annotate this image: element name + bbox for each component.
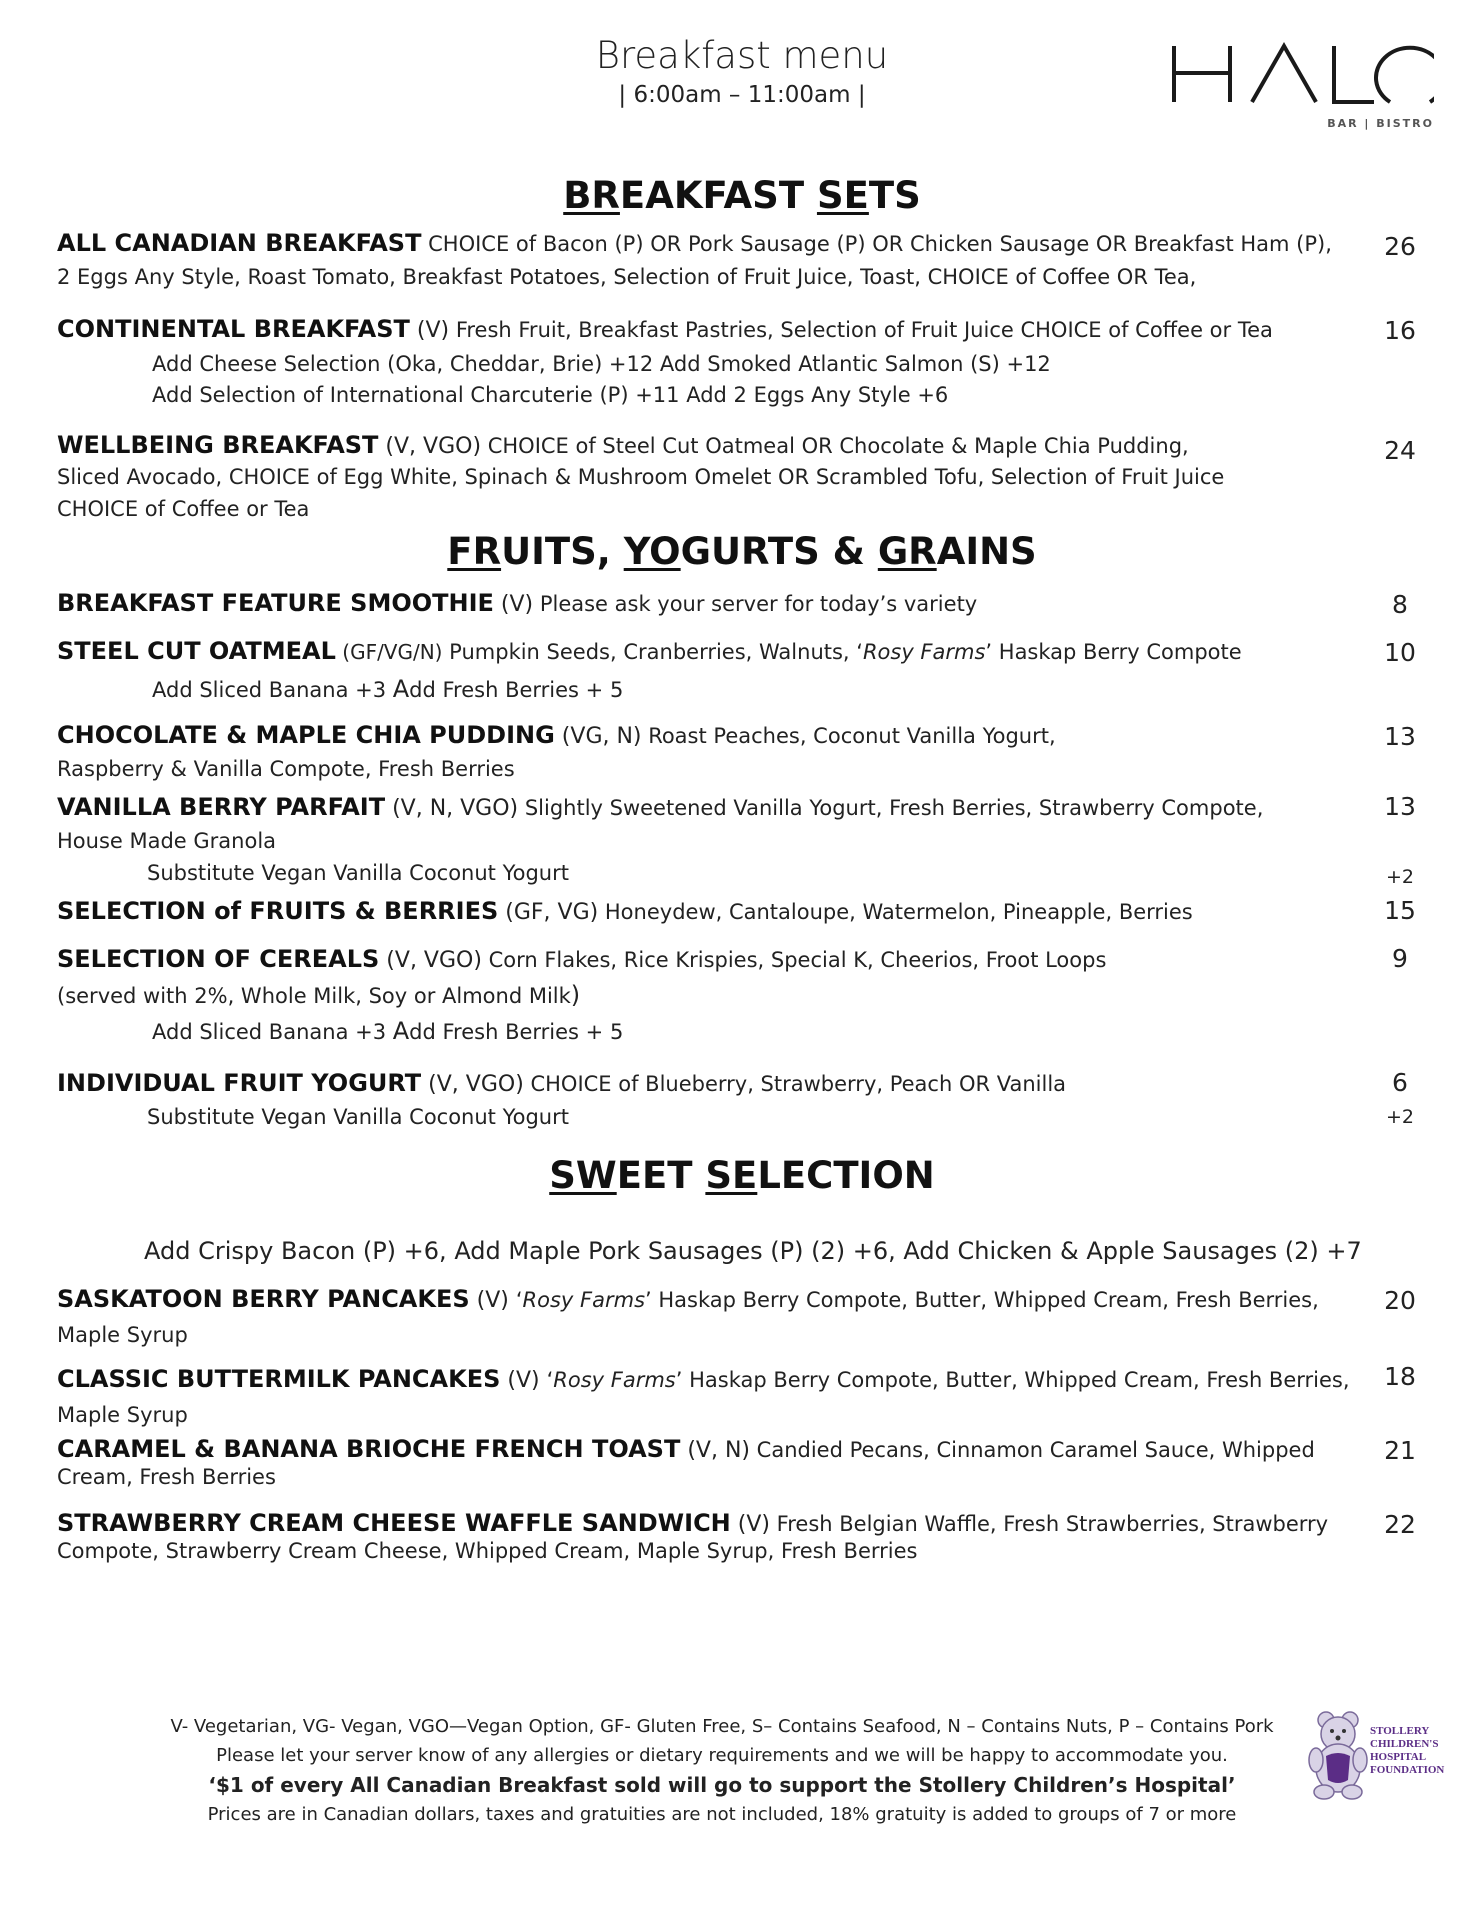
item-price: 22: [1384, 1510, 1416, 1539]
item-name: INDIVIDUAL FRUIT YOGURT: [57, 1069, 422, 1097]
item-cereals: [57, 944, 1347, 976]
section-text: SW: [549, 1154, 617, 1197]
item-desc: (served with 2%, Whole Milk, Soy or Almond Milk: [57, 984, 571, 1008]
item-substitute: Substitute Vegan Vanilla Coconut Yogurt: [147, 1105, 569, 1129]
section-text: TS: [868, 174, 921, 217]
item-desc: CHOICE of Blueberry, Strawberry, Peach OR Vanilla: [523, 1072, 1067, 1096]
item-name: SELECTION OF CEREALS: [57, 945, 380, 973]
logo-subtitle: BAR | BISTRO: [1327, 117, 1434, 130]
item-name: SASKATOON BERRY PANCAKES: [57, 1285, 470, 1313]
foundation-text: STOLLERY: [1370, 1725, 1430, 1737]
foundation-text: HOSPITAL: [1370, 1751, 1427, 1763]
addon-text: dd Fresh Berries + 5: [409, 1020, 624, 1044]
item-tags: (GF, VG): [498, 900, 599, 925]
item-price: 9: [1392, 944, 1408, 973]
item-desc: ’ Haskap Berry Compote, Butter, Whipped Cream, Fresh Berries,: [645, 1288, 1319, 1312]
item-name: WELLBEING BREAKFAST: [57, 431, 379, 459]
item-desc-line: Compote, Strawberry Cream Cheese, Whipped Cream, Maple Syrup, Fresh Berries: [57, 1539, 918, 1563]
item-name: SELECTION of FRUITS & BERRIES: [57, 897, 499, 925]
item-name: CONTINENTAL BREAKFAST: [57, 315, 410, 343]
item-name: BREAKFAST FEATURE SMOOTHIE: [57, 589, 494, 617]
item-desc-italic: Rosy Farms: [553, 1368, 676, 1392]
item-desc: Fresh Belgian Waffle, Fresh Strawberries, Strawberry: [770, 1512, 1329, 1536]
item-name: CHOCOLATE & MAPLE CHIA PUDDING: [57, 721, 555, 749]
addon-text: Add Sliced Banana +3: [152, 678, 393, 702]
addon-text: A: [392, 1017, 410, 1045]
item-desc: Please ask your server for today’s variety: [533, 592, 978, 616]
item-chia: [57, 720, 1347, 752]
item-name: STEEL CUT OATMEAL: [57, 637, 336, 665]
section-text: GURTS &: [680, 530, 878, 573]
item-continental: [57, 314, 1347, 346]
item-tags: (V): [409, 318, 450, 343]
item-parfait: [57, 792, 1347, 824]
item-oatmeal: [57, 636, 1347, 667]
item-tags: (V, VGO): [379, 948, 482, 973]
section-text: AINS: [936, 530, 1037, 573]
item-tags: (V): [730, 1512, 770, 1537]
item-addon: Add Selection of International Charcuterie (P) +11 Add 2 Eggs Any Style +6: [152, 383, 949, 407]
item-desc-line: Maple Syrup: [57, 1323, 188, 1347]
item-name: STRAWBERRY CREAM CHEESE WAFFLE SANDWICH: [57, 1509, 731, 1537]
item-desc: Honeydew, Cantaloupe, Watermelon, Pineapple, Berries: [598, 900, 1193, 924]
item-price: 15: [1384, 896, 1416, 925]
item-price: 10: [1384, 638, 1416, 667]
section-text: YO: [623, 530, 681, 573]
item-price: 6: [1392, 1068, 1408, 1097]
teddy-bear-icon: [1306, 1704, 1450, 1802]
item-all-canadian: [57, 228, 1347, 259]
item-wellbeing: [57, 430, 1347, 462]
item-desc-line: House Made Granola: [57, 829, 277, 853]
item-price: 26: [1384, 232, 1416, 261]
item-price: 18: [1384, 1362, 1416, 1391]
footer-prices: Prices are in Canadian dollars, taxes and gratuities are not included, 18% gratuity is added to groups of 7 or more: [207, 1804, 1237, 1825]
item-price: 13: [1384, 722, 1416, 751]
item-fruit-yogurt: [57, 1068, 1347, 1100]
section-text: LECTION: [757, 1154, 935, 1197]
item-desc: ’ Haskap Berry Compote, Butter, Whipped Cream, Fresh Berries,: [675, 1368, 1350, 1392]
item-desc: Pumpkin Seeds, Cranberries, Walnuts, ‘: [442, 640, 863, 664]
item-desc: Corn Flakes, Rice Krispies, Special K, Cheerios, Froot Loops: [481, 948, 1107, 972]
item-desc-line: [57, 980, 1347, 1011]
item-desc-line: Maple Syrup: [57, 1403, 188, 1427]
section-text: UITS,: [501, 530, 624, 573]
item-price: 13: [1384, 792, 1416, 821]
section-text: SE: [705, 1154, 758, 1197]
section-text: EET: [616, 1154, 706, 1197]
item-desc: Candied Pecans, Cinnamon Caramel Sauce, Whipped: [749, 1438, 1315, 1462]
item-desc-line: Sliced Avocado, CHOICE of Egg White, Spinach & Mushroom Omelet OR Scrambled Tofu, Selection of Fruit Juice: [57, 465, 1225, 489]
item-tags: (V): [469, 1288, 516, 1313]
item-tags: (GF/VG/N): [335, 640, 443, 664]
item-tags: (V, N, VGO): [385, 796, 519, 821]
item-tags: (VG, N): [554, 724, 642, 749]
footer-support: ‘$1 of every All Canadian Breakfast sold will go to support the Stollery Children’s Hospital’: [208, 1773, 1236, 1797]
item-desc-line: Cream, Fresh Berries: [57, 1465, 276, 1489]
item-name: VANILLA BERRY PARFAIT: [57, 793, 386, 821]
sweet-addons: Add Crispy Bacon (P) +6, Add Maple Pork Sausages (P) (2) +6, Add Chicken & Apple Sausages (2) +7: [144, 1237, 1362, 1265]
item-price: 24: [1384, 436, 1416, 465]
foundation-text: CHILDREN'S: [1370, 1738, 1439, 1750]
item-desc: CHOICE of Bacon (P) OR Pork Sausage (P) OR Chicken Sausage OR Breakfast Ham (P),: [421, 232, 1332, 256]
foundation-text: FOUNDATION: [1370, 1764, 1445, 1776]
item-sub-price: +2: [1385, 866, 1414, 888]
item-name: ALL CANADIAN BREAKFAST: [57, 229, 422, 257]
item-substitute: Substitute Vegan Vanilla Coconut Yogurt: [147, 861, 569, 885]
item-price: 16: [1384, 316, 1416, 345]
section-text: EAKFAST: [619, 174, 817, 217]
item-desc-line: CHOICE of Coffee or Tea: [57, 497, 310, 521]
section-text: GR: [877, 530, 937, 573]
item-price: 20: [1384, 1286, 1416, 1315]
item-tags: (V, VGO): [378, 434, 482, 459]
footer-allergy: Please let your server know of any allergies or dietary requirements and we will be happy to accommodate you.: [216, 1745, 1228, 1766]
item-price: 8: [1392, 590, 1408, 619]
section-breakfast-sets: [0, 174, 1484, 217]
menu-title: Breakfast menu: [595, 34, 889, 77]
item-desc: Roast Peaches, Coconut Vanilla Yogurt,: [641, 724, 1056, 748]
addon-text: Add Sliced Banana +3: [152, 1020, 393, 1044]
item-desc: ‘: [515, 1288, 523, 1312]
footer-legend: V- Vegetarian, VG- Vegan, VGO—Vegan Option, GF- Gluten Free, S– Contains Seafood, N – Contains Nuts, P – Contains Pork: [170, 1716, 1274, 1737]
item-desc: Slightly Sweetened Vanilla Yogurt, Fresh Berries, Strawberry Compote,: [518, 796, 1264, 820]
item-fruits-berries: [57, 896, 1347, 928]
item-desc: CHOICE of Steel Cut Oatmeal OR Chocolate & Maple Chia Pudding,: [481, 434, 1189, 458]
halo-logo-mark: [1168, 40, 1434, 112]
item-tags: (V, VGO): [421, 1072, 524, 1097]
item-desc: ‘: [546, 1368, 554, 1392]
section-text: FR: [447, 530, 502, 573]
item-sub-price: +2: [1385, 1106, 1414, 1128]
item-tags: (V, N): [680, 1438, 750, 1463]
menu-hours: | 6:00am – 11:00am |: [618, 82, 866, 108]
item-addon: [152, 674, 1442, 705]
addon-text: dd Fresh Berries + 5: [409, 678, 624, 702]
item-saskatoon: [57, 1284, 1347, 1316]
stollery-foundation-logo: [1306, 1704, 1450, 1802]
item-name: CARAMEL & BANANA BRIOCHE FRENCH TOAST: [57, 1435, 681, 1463]
section-fruits-yogurts-grains: [0, 530, 1484, 573]
item-tags: (V): [500, 1368, 547, 1393]
item-addon: Add Cheese Selection (Oka, Cheddar, Brie) +12 Add Smoked Atlantic Salmon (S) +12: [152, 352, 1051, 376]
item-buttermilk: [57, 1364, 1350, 1396]
item-smoothie: [57, 588, 1347, 620]
section-sweet-selection: [0, 1154, 1484, 1197]
section-text: SE: [816, 174, 869, 217]
item-desc-line: Raspberry & Vanilla Compote, Fresh Berries: [57, 757, 515, 781]
item-addon: [152, 1016, 1442, 1047]
item-desc: ’ Haskap Berry Compote: [985, 640, 1242, 664]
item-desc: ): [570, 981, 581, 1009]
item-tags: (V): [493, 592, 534, 617]
item-desc: Fresh Fruit, Breakfast Pastries, Selection of Fruit Juice CHOICE of Coffee or Tea: [449, 318, 1273, 342]
section-text: BR: [563, 174, 620, 217]
item-price: 21: [1384, 1436, 1416, 1465]
halo-logo: [1168, 40, 1434, 132]
addon-text: A: [392, 675, 410, 703]
item-desc-line: 2 Eggs Any Style, Roast Tomato, Breakfast Potatoes, Selection of Fruit Juice, Toast, CHOICE of Coffee OR Tea,: [57, 265, 1197, 289]
item-desc-italic: Rosy Farms: [862, 640, 986, 664]
item-desc-italic: Rosy Farms: [522, 1288, 646, 1312]
item-name: CLASSIC BUTTERMILK PANCAKES: [57, 1365, 501, 1393]
